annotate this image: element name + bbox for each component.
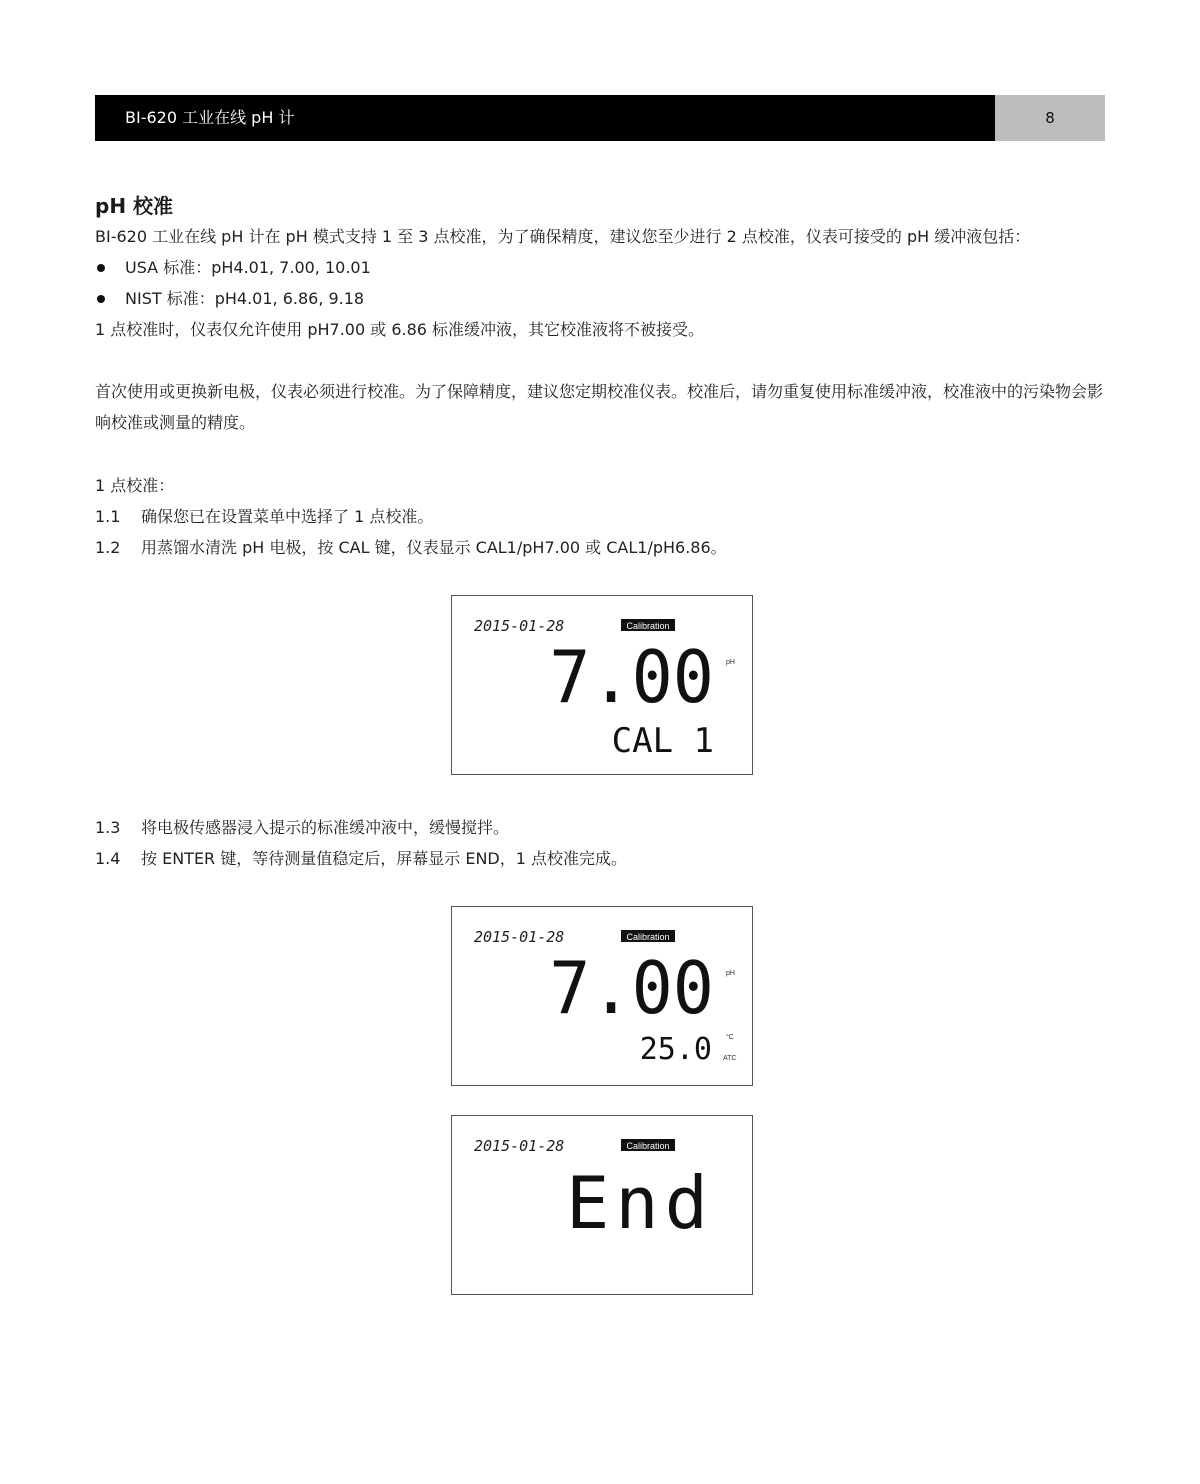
celsius-unit: °C (726, 1034, 734, 1041)
lcd-main-reading: 7.00 (549, 946, 714, 1031)
ph-unit: pH (726, 659, 735, 666)
step-1-3 (95, 812, 509, 843)
bullet-usa (95, 252, 371, 283)
one-point-heading: 1 点校准： (95, 476, 175, 495)
lcd-sub-reading: CAL 1 (611, 721, 714, 761)
bullet-dot-icon (97, 264, 105, 272)
header-title: BI-620 工业在线 pH 计 (125, 108, 295, 127)
bullet-text: USA 标准：pH4.01, 7.00, 10.01 (125, 258, 371, 277)
bullet-dot-icon (97, 295, 105, 303)
atc-label: ATC (723, 1055, 737, 1062)
step-number: 1.3 (95, 818, 121, 837)
temperature-reading: 25.0 (639, 1032, 712, 1067)
calibration-badge: Calibration (626, 621, 670, 631)
step-text: 确保您已在设置菜单中选择了 1 点校准。 (141, 507, 434, 526)
lcd-end-reading: End (565, 1161, 714, 1245)
lcd-display-temperature (451, 906, 753, 1086)
step-1-2 (95, 532, 727, 563)
lcd-date: 2015-01-28 (474, 1137, 565, 1155)
lcd-date: 2015-01-28 (474, 928, 565, 946)
one-point-note: 1 点校准时，仪表仅允许使用 pH7.00 或 6.86 标准缓冲液，其它校准液将不被接受。 (95, 320, 705, 339)
ph-unit: pH (726, 970, 735, 977)
calibration-badge: Calibration (626, 1141, 670, 1151)
lcd-main-reading: 7.00 (549, 635, 714, 720)
step-1-4 (95, 843, 627, 874)
lcd-date: 2015-01-28 (474, 617, 565, 635)
calibration-badge: Calibration (626, 932, 670, 942)
page-number: 8 (995, 95, 1105, 141)
page-header (95, 95, 1105, 141)
step-text: 将电极传感器浸入提示的标准缓冲液中，缓慢搅拌。 (141, 818, 510, 837)
step-text: 按 ENTER 键，等待测量值稳定后，屏幕显示 END，1 点校准完成。 (141, 849, 628, 868)
step-number: 1.2 (95, 538, 121, 557)
lcd-display-end (451, 1115, 753, 1295)
bullet-nist (95, 283, 364, 314)
intro-text: BI-620 工业在线 pH 计在 pH 模式支持 1 至 3 点校准，为了确保精度，建议您至少进行 2 点校准，仪表可接受的 pH 缓冲液包括： (95, 227, 1031, 246)
step-text: 用蒸馏水清洗 pH 电极，按 CAL 键，仪表显示 CAL1/pH7.00 或 CAL1/pH6.86。 (141, 538, 727, 557)
paragraph-calibration-advice: 首次使用或更换新电极，仪表必须进行校准。为了保障精度，建议您定期校准仪表。校准后，请勿重复使用标准缓冲液，校准液中的污染物会影响校准或测量的精度。 (95, 382, 1104, 432)
step-number: 1.4 (95, 849, 121, 868)
lcd-display-cal1 (451, 595, 753, 775)
bullet-text: NIST 标准：pH4.01, 6.86, 9.18 (125, 289, 365, 308)
step-number: 1.1 (95, 507, 121, 526)
section-title: pH 校准 (95, 194, 174, 218)
step-1-1 (95, 501, 433, 532)
